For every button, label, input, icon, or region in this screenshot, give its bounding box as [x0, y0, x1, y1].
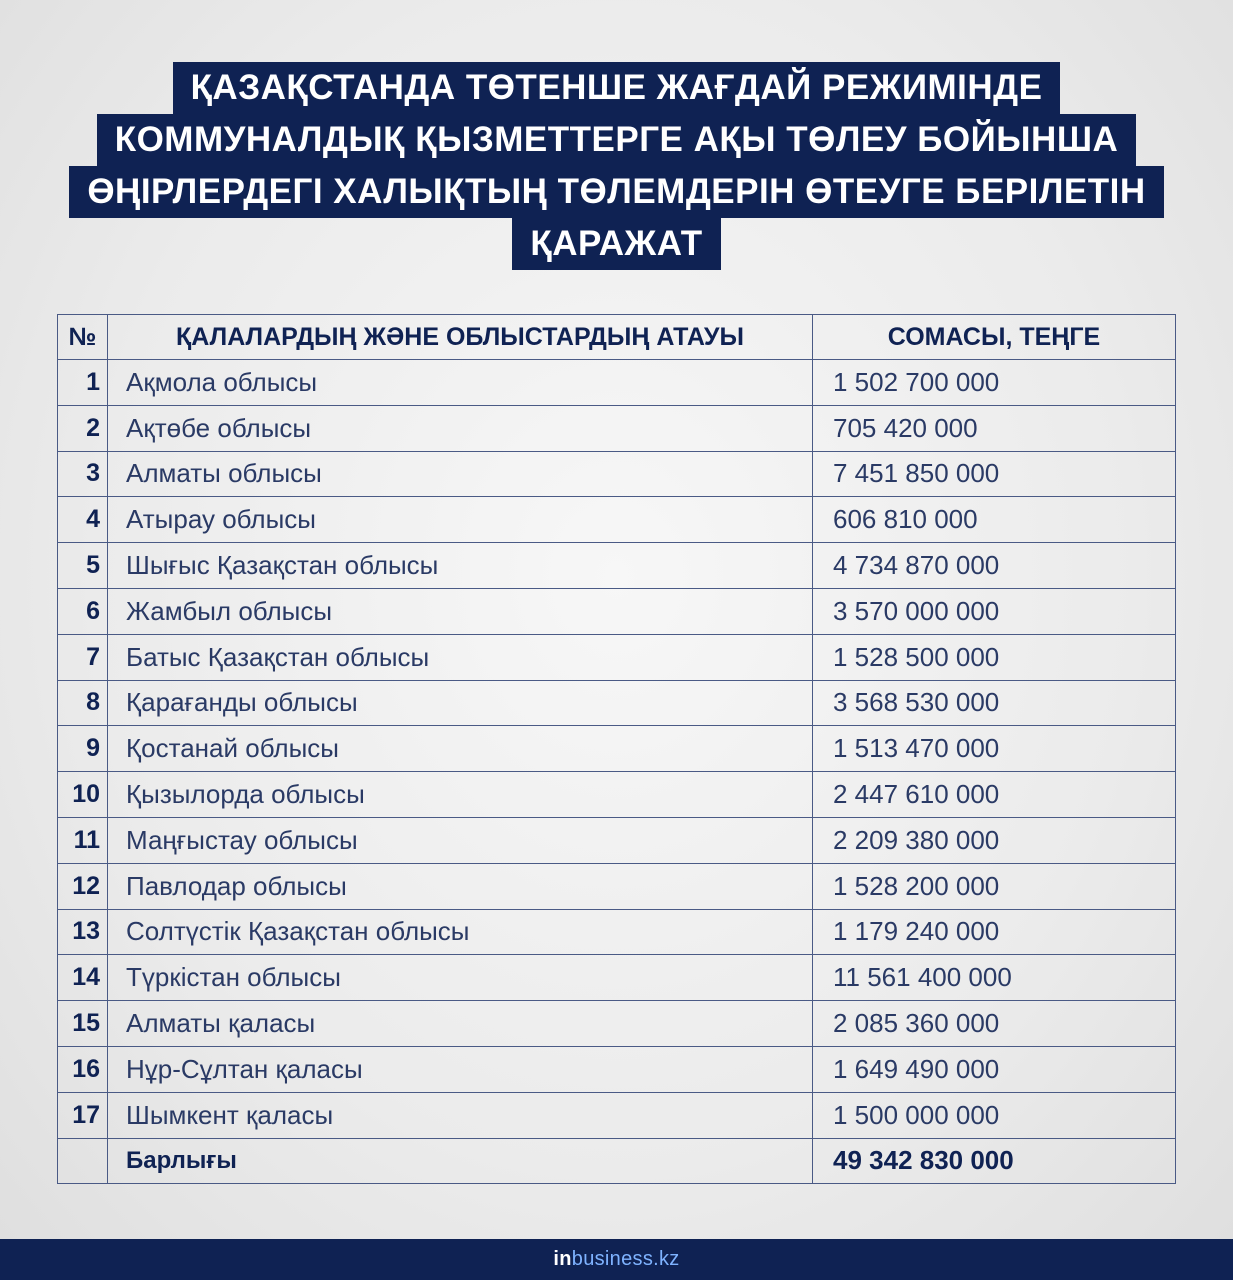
row-name: Ақмола облысы [108, 360, 813, 406]
row-num: 6 [58, 588, 108, 634]
row-num: 13 [58, 909, 108, 955]
row-amount: 3 570 000 000 [813, 588, 1176, 634]
table-row [58, 772, 1176, 818]
row-name: Түркістан облысы [108, 955, 813, 1001]
table-row [58, 543, 1176, 589]
row-name: Шығыс Қазақстан облысы [108, 543, 813, 589]
table-row [58, 1092, 1176, 1138]
row-amount: 1 502 700 000 [813, 360, 1176, 406]
row-amount: 1 179 240 000 [813, 909, 1176, 955]
table-row [58, 360, 1176, 406]
total-amount: 49 342 830 000 [813, 1138, 1176, 1184]
row-num: 1 [58, 360, 108, 406]
row-num: 7 [58, 634, 108, 680]
row-name: Павлодар облысы [108, 863, 813, 909]
row-amount: 1 528 200 000 [813, 863, 1176, 909]
logo-suffix: business.kz [571, 1248, 680, 1270]
table-row [58, 955, 1176, 1001]
row-num: 10 [58, 772, 108, 818]
row-name: Батыс Қазақстан облысы [108, 634, 813, 680]
row-name: Қостанай облысы [108, 726, 813, 772]
row-num: 9 [58, 726, 108, 772]
total-row [58, 1138, 1176, 1184]
table-row [58, 817, 1176, 863]
row-num: 15 [58, 1001, 108, 1047]
row-num: 17 [58, 1092, 108, 1138]
total-label: Барлығы [108, 1138, 813, 1184]
title-line-2: КОММУНАЛДЫҚ ҚЫЗМЕТТЕРГЕ АҚЫ ТӨЛЕУ БОЙЫНША [97, 114, 1137, 166]
table-row [58, 726, 1176, 772]
row-num: 2 [58, 405, 108, 451]
row-amount: 7 451 850 000 [813, 451, 1176, 497]
table-row [58, 634, 1176, 680]
table-row [58, 588, 1176, 634]
row-amount: 1 500 000 000 [813, 1092, 1176, 1138]
title-line-1: ҚАЗАҚСТАНДА ТӨТЕНШЕ ЖАҒДАЙ РЕЖИМІНДЕ [173, 62, 1061, 114]
header-amount: СОМАСЫ, ТЕҢГЕ [813, 315, 1176, 360]
page-title [0, 62, 1233, 270]
row-name: Алматы облысы [108, 451, 813, 497]
inbusiness-logo[interactable] [553, 1248, 679, 1271]
row-name: Атырау облысы [108, 497, 813, 543]
row-amount: 2 447 610 000 [813, 772, 1176, 818]
row-amount: 11 561 400 000 [813, 955, 1176, 1001]
row-amount: 4 734 870 000 [813, 543, 1176, 589]
table-row [58, 451, 1176, 497]
regions-table [57, 314, 1176, 1184]
row-num: 8 [58, 680, 108, 726]
regions-table-container [57, 314, 1175, 1184]
row-name: Нұр-Сұлтан қаласы [108, 1046, 813, 1092]
table-row [58, 497, 1176, 543]
table-row [58, 405, 1176, 451]
row-name: Маңғыстау облысы [108, 817, 813, 863]
row-name: Алматы қаласы [108, 1001, 813, 1047]
row-name: Ақтөбе облысы [108, 405, 813, 451]
row-amount: 2 209 380 000 [813, 817, 1176, 863]
header-name: ҚАЛАЛАРДЫҢ ЖӘНЕ ОБЛЫСТАРДЫҢ АТАУЫ [108, 315, 813, 360]
table-row [58, 1046, 1176, 1092]
total-num-cell [58, 1138, 108, 1184]
row-name: Жамбыл облысы [108, 588, 813, 634]
row-num: 14 [58, 955, 108, 1001]
row-amount: 705 420 000 [813, 405, 1176, 451]
title-line-3: ӨҢІРЛЕРДЕГІ ХАЛЫҚТЫҢ ТӨЛЕМДЕРІН ӨТЕУГЕ БЕРІЛЕТІН [69, 166, 1163, 218]
header-num: № [58, 315, 108, 360]
row-amount: 1 528 500 000 [813, 634, 1176, 680]
row-name: Қызылорда облысы [108, 772, 813, 818]
row-name: Шымкент қаласы [108, 1092, 813, 1138]
row-amount: 1 513 470 000 [813, 726, 1176, 772]
table-header-row [58, 315, 1176, 360]
row-num: 11 [58, 817, 108, 863]
table-row [58, 680, 1176, 726]
row-name: Солтүстік Қазақстан облысы [108, 909, 813, 955]
row-amount: 3 568 530 000 [813, 680, 1176, 726]
row-num: 4 [58, 497, 108, 543]
footer-bar [0, 1239, 1233, 1280]
logo-prefix: in [553, 1248, 572, 1270]
table-row [58, 909, 1176, 955]
row-num: 5 [58, 543, 108, 589]
row-num: 12 [58, 863, 108, 909]
row-amount: 606 810 000 [813, 497, 1176, 543]
table-row [58, 863, 1176, 909]
row-num: 3 [58, 451, 108, 497]
row-name: Қарағанды облысы [108, 680, 813, 726]
table-row [58, 1001, 1176, 1047]
title-line-4: ҚАРАЖАТ [512, 218, 720, 270]
row-amount: 1 649 490 000 [813, 1046, 1176, 1092]
row-num: 16 [58, 1046, 108, 1092]
row-amount: 2 085 360 000 [813, 1001, 1176, 1047]
